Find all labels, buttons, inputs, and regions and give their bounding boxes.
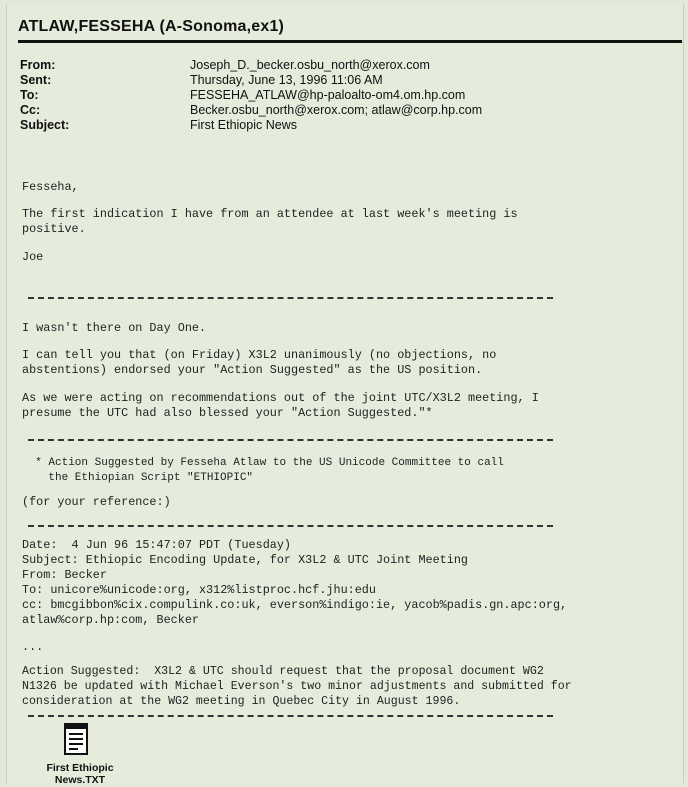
- subject-label: Subject:: [20, 118, 70, 132]
- body-paragraph-1: The first indication I have from an attendee at last week's meeting is positive.: [22, 207, 518, 236]
- to-label: To:: [20, 88, 39, 102]
- separator-1: [28, 297, 553, 299]
- separator-3: [28, 525, 553, 527]
- ellipsis: ...: [22, 640, 44, 654]
- greeting: Fesseha,: [22, 180, 79, 194]
- separator-2: [28, 439, 553, 441]
- signoff: Joe: [22, 250, 44, 264]
- sent-value: Thursday, June 13, 1996 11:06 AM: [190, 73, 383, 87]
- action-suggested: Action Suggested: X3L2 & UTC should request that the proposal document WG2 N1326 be updated with Michael Everson's two minor adjustments and submitted for consideration at the WG2 meeting in Quebec City in August 1996.: [22, 665, 572, 708]
- body-paragraph-4: As we were acting on recommendations out of the joint UTC/X3L2 meeting, I presume the UTC had also blessed your "Action Suggested."*: [22, 391, 539, 420]
- window-title: ATLAW,FESSEHA (A-Sonoma,ex1): [18, 18, 285, 35]
- body-paragraph-2: I wasn't there on Day One.: [22, 321, 207, 335]
- attachment-name[interactable]: First Ethiopic News.TXT: [46, 762, 114, 786]
- cc-value[interactable]: Becker.osbu_north@xerox.com; atlaw@corp.hp.com: [190, 103, 483, 117]
- text-file-icon[interactable]: [62, 722, 90, 756]
- forwarded-message: Date: 4 Jun 96 15:47:07 PDT (Tuesday) Subject: Ethiopic Encoding Update, for X3L2 & UTC Joint Meeting From: Becker To: unicore%unicode:org, x312%listproc.hcf.jhu:edu cc: bmcgibbon%cix.compulink.co:uk, everson%indigo:ie, yacob%padis.gn.apc:org, atlaw%corp.hp:com, Becker: [22, 538, 568, 627]
- body-paragraph-3: I can tell you that (on Friday) X3L2 unanimously (no objections, no abstentions) endorsed your "Action Suggested" as the US position.: [22, 348, 497, 377]
- separator-4: [28, 715, 553, 717]
- title-divider: [18, 40, 682, 43]
- sent-label: Sent:: [20, 73, 52, 87]
- cc-label: Cc:: [20, 103, 41, 117]
- subject-value: First Ethiopic News: [190, 118, 297, 132]
- footnote: * Action Suggested by Fesseha Atlaw to the US Unicode Committee to call the Ethiopian Script "ETHIOPIC": [35, 457, 504, 484]
- from-label: From:: [20, 58, 56, 72]
- reference-note: (for your reference:): [22, 495, 171, 509]
- from-value[interactable]: Joseph_D._becker.osbu_north@xerox.com: [190, 58, 430, 72]
- to-value[interactable]: FESSEHA_ATLAW@hp-paloalto-om4.om.hp.com: [190, 88, 466, 102]
